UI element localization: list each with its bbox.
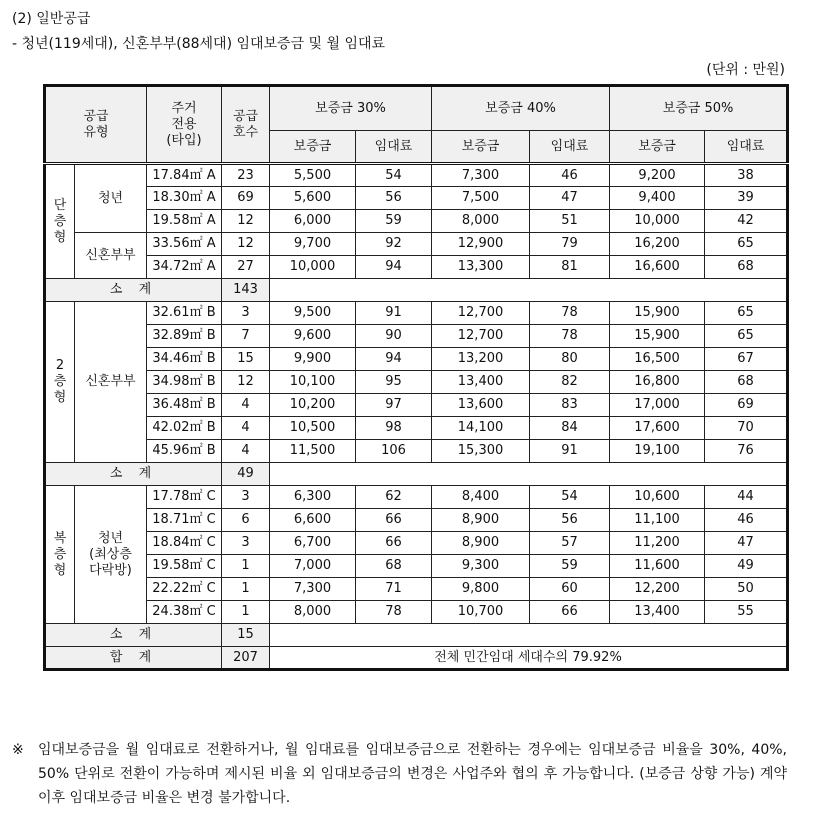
- rent30-cell: 91: [356, 302, 432, 325]
- rent30-cell: 97: [356, 394, 432, 417]
- rent40-cell: 66: [530, 601, 610, 624]
- header-deposit-group: 보증금 40%: [432, 86, 610, 131]
- table-subtitle: - 청년(119세대), 신혼부부(88세대) 임대보증금 및 월 임대료: [12, 36, 386, 52]
- deposit30-cell: 11,500: [270, 440, 356, 463]
- rent30-cell: 90: [356, 325, 432, 348]
- rent30-cell: 66: [356, 509, 432, 532]
- deposit50-cell: 16,800: [610, 371, 705, 394]
- subtotal-label: 소 계: [45, 463, 222, 486]
- units-cell: 7: [222, 325, 270, 348]
- rent40-cell: 82: [530, 371, 610, 394]
- subtotal-empty: [270, 463, 788, 486]
- rent30-cell: 62: [356, 486, 432, 509]
- header-deposit-group: 보증금 30%: [270, 86, 432, 131]
- table-row: [45, 256, 788, 279]
- group-label: 단 층 형: [45, 164, 75, 279]
- units-cell: 3: [222, 302, 270, 325]
- deposit40-cell: 15,300: [432, 440, 530, 463]
- rent50-cell: 68: [705, 371, 788, 394]
- rent50-cell: 68: [705, 256, 788, 279]
- deposit30-cell: 10,200: [270, 394, 356, 417]
- deposit50-cell: 11,100: [610, 509, 705, 532]
- deposit40-cell: 13,300: [432, 256, 530, 279]
- subtotal-value: 15: [222, 624, 270, 647]
- deposit50-cell: 15,900: [610, 302, 705, 325]
- units-cell: 3: [222, 486, 270, 509]
- deposit40-cell: 10,700: [432, 601, 530, 624]
- deposit30-cell: 9,700: [270, 233, 356, 256]
- deposit50-cell: 15,900: [610, 325, 705, 348]
- rent30-cell: 92: [356, 233, 432, 256]
- deposit30-cell: 9,900: [270, 348, 356, 371]
- table-row: [45, 187, 788, 210]
- deposit30-cell: 7,300: [270, 578, 356, 601]
- subtotal-value: 49: [222, 463, 270, 486]
- subtotal-label: 소 계: [45, 624, 222, 647]
- rent30-cell: 95: [356, 371, 432, 394]
- table-row: [45, 601, 788, 624]
- rent50-cell: 50: [705, 578, 788, 601]
- rent50-cell: 47: [705, 532, 788, 555]
- table-row: [45, 555, 788, 578]
- deposit40-cell: 12,700: [432, 302, 530, 325]
- deposit30-cell: 5,600: [270, 187, 356, 210]
- header-rent: 임대료: [530, 131, 610, 164]
- deposit30-cell: 10,000: [270, 256, 356, 279]
- type-cell: 34.46㎡ B: [147, 348, 222, 371]
- total-row: [45, 647, 788, 670]
- deposit30-cell: 10,500: [270, 417, 356, 440]
- rent30-cell: 78: [356, 601, 432, 624]
- rent40-cell: 54: [530, 486, 610, 509]
- deposit30-cell: 6,600: [270, 509, 356, 532]
- subtotal-row: [45, 624, 788, 647]
- units-cell: 69: [222, 187, 270, 210]
- units-cell: 23: [222, 164, 270, 187]
- rent40-cell: 84: [530, 417, 610, 440]
- subtotal-row: [45, 463, 788, 486]
- rent30-cell: 94: [356, 348, 432, 371]
- rent50-cell: 55: [705, 601, 788, 624]
- table-row: [45, 509, 788, 532]
- rent40-cell: 83: [530, 394, 610, 417]
- units-cell: 4: [222, 417, 270, 440]
- table-row: [45, 486, 788, 509]
- units-cell: 27: [222, 256, 270, 279]
- rent-table: [43, 84, 789, 671]
- deposit30-cell: 6,300: [270, 486, 356, 509]
- deposit40-cell: 13,400: [432, 371, 530, 394]
- total-label: 합 계: [45, 647, 222, 670]
- table-row: [45, 417, 788, 440]
- type-cell: 34.72㎡ A: [147, 256, 222, 279]
- deposit30-cell: 9,600: [270, 325, 356, 348]
- note-mark: ※: [12, 742, 24, 758]
- deposit40-cell: 13,200: [432, 348, 530, 371]
- deposit40-cell: 12,700: [432, 325, 530, 348]
- total-note: 전체 민간임대 세대수의 79.92%: [270, 647, 788, 670]
- rent30-cell: 94: [356, 256, 432, 279]
- rent50-cell: 39: [705, 187, 788, 210]
- rent30-cell: 106: [356, 440, 432, 463]
- rent50-cell: 69: [705, 394, 788, 417]
- rent40-cell: 81: [530, 256, 610, 279]
- type-cell: 18.30㎡ A: [147, 187, 222, 210]
- deposit50-cell: 19,100: [610, 440, 705, 463]
- rent50-cell: 42: [705, 210, 788, 233]
- header-supply-type: 공급 유형: [45, 86, 147, 164]
- type-cell: 45.96㎡ B: [147, 440, 222, 463]
- rent50-cell: 76: [705, 440, 788, 463]
- header-rent: 임대료: [356, 131, 432, 164]
- rent30-cell: 71: [356, 578, 432, 601]
- rent50-cell: 38: [705, 164, 788, 187]
- units-cell: 12: [222, 233, 270, 256]
- deposit40-cell: 7,300: [432, 164, 530, 187]
- deposit40-cell: 13,600: [432, 394, 530, 417]
- header-deposit: 보증금: [610, 131, 705, 164]
- type-cell: 34.98㎡ B: [147, 371, 222, 394]
- subtotal-value: 143: [222, 279, 270, 302]
- header-deposit: 보증금: [432, 131, 530, 164]
- deposit50-cell: 16,200: [610, 233, 705, 256]
- rent30-cell: 66: [356, 532, 432, 555]
- units-cell: 1: [222, 578, 270, 601]
- units-cell: 4: [222, 440, 270, 463]
- header-units: 공급 호수: [222, 86, 270, 164]
- deposit40-cell: 8,900: [432, 532, 530, 555]
- rent50-cell: 46: [705, 509, 788, 532]
- deposit30-cell: 6,000: [270, 210, 356, 233]
- rent40-cell: 91: [530, 440, 610, 463]
- deposit40-cell: 8,000: [432, 210, 530, 233]
- type-cell: 22.22㎡ C: [147, 578, 222, 601]
- deposit40-cell: 7,500: [432, 187, 530, 210]
- table-row: [45, 371, 788, 394]
- rent50-cell: 65: [705, 302, 788, 325]
- type-cell: 32.61㎡ B: [147, 302, 222, 325]
- header-exclusive-area: 주거 전용 (타입): [147, 86, 222, 164]
- deposit30-cell: 7,000: [270, 555, 356, 578]
- deposit50-cell: 17,000: [610, 394, 705, 417]
- rent30-cell: 98: [356, 417, 432, 440]
- rent40-cell: 60: [530, 578, 610, 601]
- subgroup-label: 신혼부부: [75, 302, 147, 463]
- deposit50-cell: 12,200: [610, 578, 705, 601]
- header-deposit: 보증금: [270, 131, 356, 164]
- deposit50-cell: 17,600: [610, 417, 705, 440]
- rent50-cell: 70: [705, 417, 788, 440]
- rent50-cell: 65: [705, 325, 788, 348]
- rent40-cell: 78: [530, 302, 610, 325]
- rent40-cell: 46: [530, 164, 610, 187]
- rent40-cell: 56: [530, 509, 610, 532]
- header-deposit-group: 보증금 50%: [610, 86, 788, 131]
- rent40-cell: 51: [530, 210, 610, 233]
- type-cell: 18.71㎡ C: [147, 509, 222, 532]
- type-cell: 19.58㎡ A: [147, 210, 222, 233]
- deposit40-cell: 9,300: [432, 555, 530, 578]
- type-cell: 24.38㎡ C: [147, 601, 222, 624]
- type-cell: 17.84㎡ A: [147, 164, 222, 187]
- units-cell: 1: [222, 555, 270, 578]
- table-row: [45, 210, 788, 233]
- rent40-cell: 79: [530, 233, 610, 256]
- table-row: [45, 532, 788, 555]
- units-cell: 3: [222, 532, 270, 555]
- deposit40-cell: 8,900: [432, 509, 530, 532]
- deposit30-cell: 8,000: [270, 601, 356, 624]
- units-cell: 15: [222, 348, 270, 371]
- units-cell: 6: [222, 509, 270, 532]
- subtotal-empty: [270, 279, 788, 302]
- rent50-cell: 49: [705, 555, 788, 578]
- note: [12, 738, 787, 810]
- table-row: [45, 325, 788, 348]
- table-row: [45, 578, 788, 601]
- table-row: [45, 394, 788, 417]
- rent40-cell: 47: [530, 187, 610, 210]
- rent30-cell: 68: [356, 555, 432, 578]
- units-cell: 4: [222, 394, 270, 417]
- group-label: 2 층 형: [45, 302, 75, 463]
- section-heading: (2) 일반공급: [12, 11, 91, 27]
- subtotal-row: [45, 279, 788, 302]
- deposit50-cell: 9,400: [610, 187, 705, 210]
- type-cell: 32.89㎡ B: [147, 325, 222, 348]
- type-cell: 18.84㎡ C: [147, 532, 222, 555]
- table-row: [45, 233, 788, 256]
- units-cell: 1: [222, 601, 270, 624]
- note-text: 임대보증금을 월 임대료로 전환하거나, 월 임대료를 임대보증금으로 전환하는 경우에는 임대보증금 비율을 30%, 40%, 50% 단위로 전환이 가능하며 제시된 비율 외 임대보증금의 변경은 사업주와 협의 후 가능합니다. (보증금 상향 가능) 계약 이후 임대보증금 비율은 변경 불가합니다.: [38, 742, 787, 806]
- type-cell: 36.48㎡ B: [147, 394, 222, 417]
- units-cell: 12: [222, 210, 270, 233]
- total-value: 207: [222, 647, 270, 670]
- rent50-cell: 65: [705, 233, 788, 256]
- deposit50-cell: 16,600: [610, 256, 705, 279]
- type-cell: 42.02㎡ B: [147, 417, 222, 440]
- header-rent: 임대료: [705, 131, 788, 164]
- rent40-cell: 59: [530, 555, 610, 578]
- deposit50-cell: 9,200: [610, 164, 705, 187]
- type-cell: 17.78㎡ C: [147, 486, 222, 509]
- rent40-cell: 78: [530, 325, 610, 348]
- subtotal-label: 소 계: [45, 279, 222, 302]
- deposit50-cell: 11,200: [610, 532, 705, 555]
- table-row: [45, 440, 788, 463]
- deposit30-cell: 9,500: [270, 302, 356, 325]
- type-cell: 19.58㎡ C: [147, 555, 222, 578]
- deposit50-cell: 16,500: [610, 348, 705, 371]
- deposit30-cell: 10,100: [270, 371, 356, 394]
- deposit40-cell: 12,900: [432, 233, 530, 256]
- units-cell: 12: [222, 371, 270, 394]
- table-row: [45, 348, 788, 371]
- deposit50-cell: 11,600: [610, 555, 705, 578]
- group-label: 복 층 형: [45, 486, 75, 624]
- rent40-cell: 57: [530, 532, 610, 555]
- table-row: [45, 164, 788, 187]
- deposit30-cell: 5,500: [270, 164, 356, 187]
- deposit30-cell: 6,700: [270, 532, 356, 555]
- rent50-cell: 44: [705, 486, 788, 509]
- rent50-cell: 67: [705, 348, 788, 371]
- deposit40-cell: 9,800: [432, 578, 530, 601]
- rent40-cell: 80: [530, 348, 610, 371]
- subtotal-empty: [270, 624, 788, 647]
- table-row: [45, 302, 788, 325]
- deposit50-cell: 10,600: [610, 486, 705, 509]
- deposit50-cell: 10,000: [610, 210, 705, 233]
- subgroup-label: 청년: [75, 164, 147, 233]
- deposit40-cell: 14,100: [432, 417, 530, 440]
- unit-label: (단위 : 만원): [706, 62, 785, 78]
- deposit50-cell: 13,400: [610, 601, 705, 624]
- rent30-cell: 54: [356, 164, 432, 187]
- deposit40-cell: 8,400: [432, 486, 530, 509]
- subgroup-label: 청년 (최상층 다락방): [75, 486, 147, 624]
- rent30-cell: 59: [356, 210, 432, 233]
- rent30-cell: 56: [356, 187, 432, 210]
- type-cell: 33.56㎡ A: [147, 233, 222, 256]
- subgroup-label: 신혼부부: [75, 233, 147, 279]
